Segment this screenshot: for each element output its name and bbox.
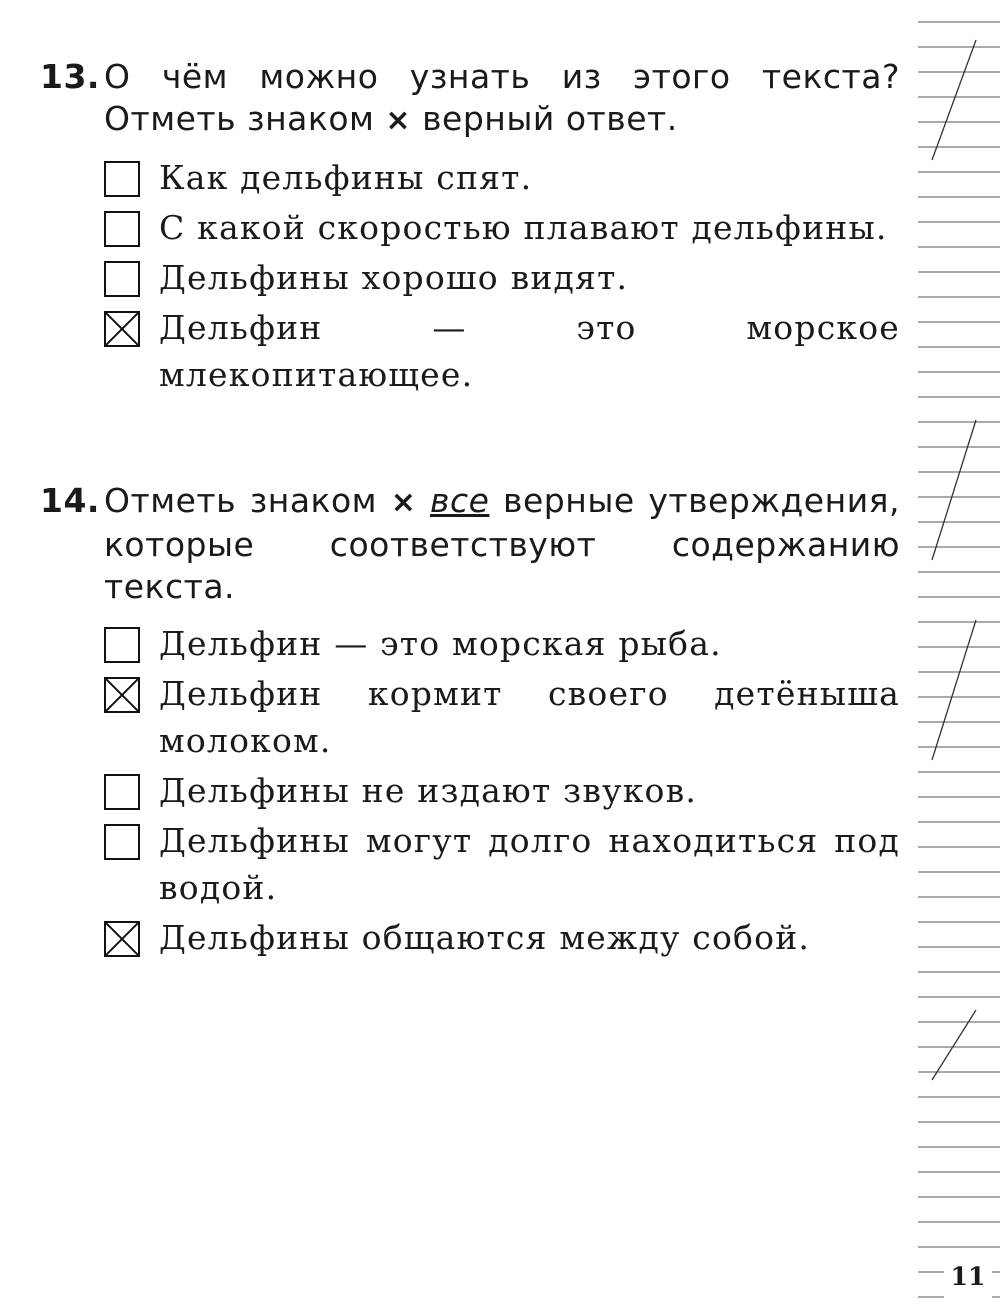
checkbox[interactable] [104, 677, 140, 713]
answer-option[interactable] [104, 670, 900, 764]
checkbox[interactable] [104, 161, 140, 197]
prompt-text: Отметь знаком [104, 481, 378, 520]
cross-mark-symbol: × [390, 485, 417, 520]
answer-option[interactable] [104, 767, 900, 814]
option-label: С какой скоростью плавают дельфины. [159, 208, 888, 247]
question-14-prompt [40, 480, 900, 608]
option-label: Дельфины не издают звуков. [159, 771, 698, 810]
checkbox[interactable] [104, 311, 140, 347]
answer-option[interactable] [104, 154, 900, 201]
checkbox[interactable] [104, 921, 140, 957]
checkbox[interactable] [104, 211, 140, 247]
x-mark-icon [106, 679, 138, 711]
answer-option[interactable] [104, 620, 900, 667]
x-mark-icon [106, 923, 138, 955]
answer-option[interactable] [104, 254, 900, 301]
cross-mark-symbol: × [385, 103, 412, 138]
checkbox[interactable] [104, 627, 140, 663]
answer-option[interactable] [104, 204, 900, 251]
slant-guide-line [932, 1010, 976, 1080]
margin-writing-lines [918, 0, 1000, 1310]
option-label: Дельфины общаются между собой. [159, 918, 811, 957]
question-13-prompt [40, 56, 900, 142]
option-label: Дельфин — это морская рыба. [159, 624, 722, 663]
answer-option[interactable] [104, 914, 900, 961]
prompt-text: О чём можно узнать из этого текста? Отметь знаком [104, 57, 900, 138]
question-14 [40, 480, 900, 964]
answer-options [40, 620, 900, 961]
answer-option[interactable] [104, 817, 900, 911]
answer-options [40, 154, 900, 398]
checkbox[interactable] [104, 261, 140, 297]
slant-guide-line [932, 420, 976, 560]
option-label: Дельфины хорошо видят. [159, 258, 629, 297]
x-mark-icon [106, 313, 138, 345]
checkbox[interactable] [104, 824, 140, 860]
page-number: 11 [944, 1256, 992, 1298]
checkbox[interactable] [104, 774, 140, 810]
answer-option[interactable] [104, 304, 900, 398]
question-13 [40, 56, 900, 401]
option-label: Дельфин кормит своего детёныша молоком. [159, 674, 900, 760]
slant-guide-line [932, 40, 976, 160]
question-number: 14. [40, 481, 100, 520]
option-label: Дельфин — это морское млекопитающее. [159, 308, 900, 394]
prompt-text: верные утверждения, которые соответствуют содержанию текста. [104, 481, 900, 606]
prompt-text: верный ответ. [422, 99, 678, 138]
option-label: Как дельфины спят. [159, 158, 533, 197]
option-label: Дельфины могут долго находиться под водой. [159, 821, 900, 907]
slant-guide-line [932, 620, 976, 760]
emphasized-word: все [430, 481, 490, 520]
question-number: 13. [40, 57, 100, 96]
